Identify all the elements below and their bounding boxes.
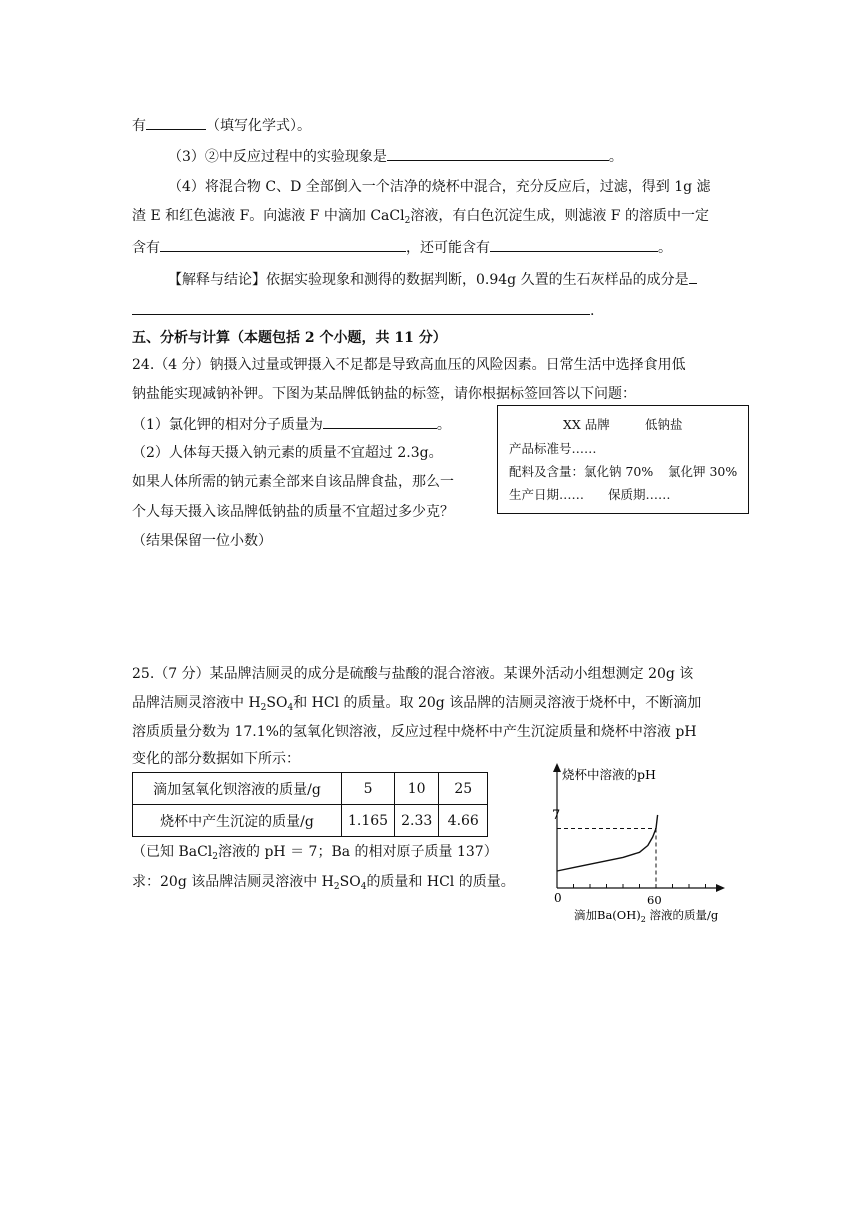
q24-line-6: 个人每天摄入该品牌低钠盐的质量不宜超过多少克？ <box>132 504 454 520</box>
answer-blank[interactable] <box>689 269 697 284</box>
table-cell: 4.66 <box>439 805 488 837</box>
table-cell: 5 <box>342 773 395 805</box>
q25-line-4: 变化的部分数据如下所示： <box>132 751 300 767</box>
table-row-header: 滴加氢氧化钡溶液的质量/g <box>133 773 342 805</box>
table-cell: 25 <box>439 773 488 805</box>
table-cell: 2.33 <box>395 805 439 837</box>
q25-question: 求：20g 该品牌洁厕灵溶液中 $H_2SO_4$的质量和 HCl 的质量。 <box>132 874 515 892</box>
origin-label: 0 <box>554 891 562 905</box>
q24-line-4: （2）人体每天摄入钠元素的质量不宜超过 2.3g。 <box>132 445 443 461</box>
q24-line-7: （结果保留一位小数） <box>132 533 272 549</box>
q25-line-2: 品牌洁厕灵溶液中 $H_2SO_4$和 HCl 的质量。取 20g 该品牌的洁厕灵溶液于烧杯中，不断滴加 <box>132 695 702 713</box>
x-tick-label: 60 <box>647 893 662 907</box>
label-shelf-life: 保质期…… <box>608 487 671 502</box>
section-title: 五、分析与计算（本题包括 2 个小题，共 11 分） <box>132 330 447 346</box>
answer-blank[interactable] <box>132 300 590 315</box>
data-table <box>132 772 488 837</box>
table-row <box>133 773 488 805</box>
q23-line-3: （4）将混合物 C、D 全部倒入一个洁净的烧杯中混合，充分反应后，过滤，得到 1g 滤 <box>168 179 711 195</box>
table-row-header: 烧杯中产生沉淀的质量/g <box>133 805 342 837</box>
q25-line-1: 25.（7 分）某品牌洁厕灵的成分是硫酸与盐酸的混合溶液。某课外活动小组想测定 20g 该 <box>132 666 694 682</box>
y-tick-label: 7 <box>552 808 561 823</box>
q23-line-2: （3）②中反应过程中的实验现象是 。 <box>168 146 623 167</box>
q23-line-4: 渣 E 和红色滤液 F。向滤液 F 中滴加 CaCl$_2$溶液，有白色沉淀生成，则滤液 F 的溶质中一定 <box>132 208 709 226</box>
table-row <box>133 805 488 837</box>
ph-curve <box>557 815 658 871</box>
table-cell: 1.165 <box>342 805 395 837</box>
q25-note: （已知 BaCl$_2$溶液的 pH ＝ 7；Ba 的相对原子质量 137） <box>132 844 498 862</box>
q24-line-3: （1）氯化钾的相对分子质量为 。 <box>132 414 451 435</box>
q24-line-2: 钠盐能实现减钠补钾。下图为某品牌低钠盐的标签，请你根据标签回答以下问题： <box>132 386 636 402</box>
q24-line-5: 如果人体所需的钠元素全部来自该品牌食盐，那么一 <box>132 474 454 490</box>
label-product-name: 低钠盐 <box>645 417 683 432</box>
q24-line-1: 24.（4 分）钠摄入过量或钾摄入不足都是导致高血压的风险因素。日常生活中选择食用低 <box>132 357 686 373</box>
answer-blank[interactable] <box>387 146 609 161</box>
q23-line-5: 含有 ，还可能含有 。 <box>132 237 672 258</box>
label-brand: XX 品牌 <box>563 417 610 432</box>
q23-line-1: 有 （填写化学式）。 <box>132 115 311 136</box>
label-ingredients-a: 配料及含量：氯化钠 70% <box>509 464 654 479</box>
answer-blank[interactable] <box>490 237 658 252</box>
label-ingredients-b: 氯化钾 30% <box>668 464 738 479</box>
table-cell: 10 <box>395 773 439 805</box>
y-axis-arrow <box>553 763 561 772</box>
q25-line-3: 溶质质量分数为 17.1%的氢氧化钡溶液，反应过程中烧杯中产生沉淀质量和烧杯中溶液 pH <box>132 724 697 740</box>
x-axis-arrow <box>716 884 725 892</box>
label-standard: 产品标准号…… <box>509 441 597 456</box>
y-axis-label: 烧杯中溶液的pH <box>562 767 656 782</box>
label-date: 生产日期…… <box>509 487 585 502</box>
answer-blank[interactable] <box>146 115 206 130</box>
answer-blank[interactable] <box>323 414 437 429</box>
q23-line-7: . <box>132 300 594 321</box>
ph-chart <box>525 755 745 930</box>
answer-blank[interactable] <box>160 237 406 252</box>
q23-line-6: 【解释与结论】依据实验现象和测得的数据判断，0.94g 久置的生石灰样品的成分是 <box>168 269 697 290</box>
salt-label-box <box>497 405 749 514</box>
x-axis-label: 滴加$Ba(OH)_2$ 溶液的质量/g <box>574 908 719 924</box>
